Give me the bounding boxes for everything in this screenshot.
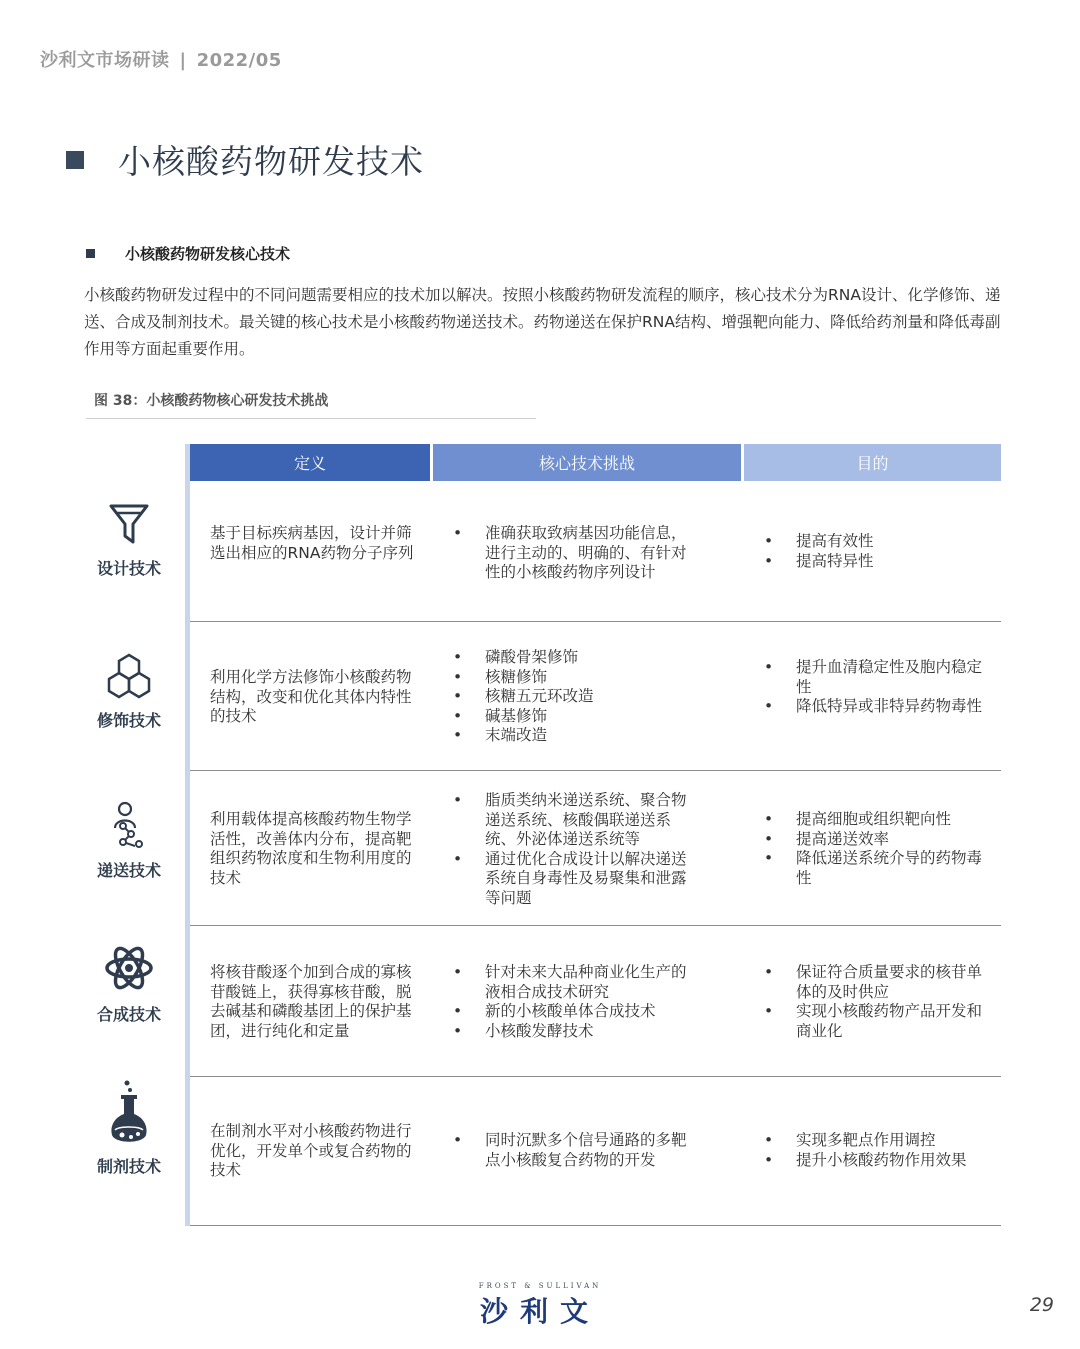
title-square-icon [66, 151, 84, 169]
list-item: • 磷酸骨架修饰 [453, 648, 693, 668]
list-item: • 降低特异或非特异药物毒性 [764, 697, 984, 717]
subtitle-square-icon [86, 249, 95, 258]
challenges-list [453, 1131, 693, 1170]
side-item-modification [84, 652, 174, 731]
definition-cell: 基于目标疾病基因，设计并筛选出相应的RNA药物分子序列 [210, 524, 414, 562]
funnel-icon [107, 500, 151, 548]
footer-logo-chinese: 沙利文 [479, 1295, 600, 1328]
column-header-definition: 定义 [190, 444, 430, 481]
list-item: • 碱基修饰 [453, 707, 693, 727]
running-header [40, 46, 282, 72]
goals-list [764, 1131, 984, 1170]
table-row-delivery [190, 771, 1001, 926]
page-title: 小核酸药物研发技术 [118, 142, 424, 181]
list-item: • 脂质类纳米递送系统、聚合物递送系统、核酸偶联递送系统、外泌体递送系统等 [453, 791, 693, 850]
list-item: • 提高有效性 [764, 532, 984, 552]
list-item: • 提升小核酸药物作用效果 [764, 1151, 984, 1171]
goals-list [764, 963, 984, 1041]
goals-list [764, 658, 984, 717]
side-label: 合成技术 [96, 1005, 161, 1024]
header-separator: | [179, 50, 187, 71]
challenges-list [453, 648, 693, 746]
table-row-formulation [190, 1077, 1001, 1226]
list-item: • 针对未来大品种商业化生产的液相合成技术研究 [453, 963, 693, 1002]
table-row-synthesis [190, 926, 1001, 1077]
list-item: • 保证符合质量要求的核苷单体的及时供应 [764, 963, 984, 1002]
side-label: 递送技术 [96, 861, 161, 880]
header-date: 2022/05 [196, 50, 282, 71]
definition-cell: 将核苷酸逐个加到合成的寡核苷酸链上，获得寡核苷酸，脱去碱基和磷酸基团上的保护基团，进行纯化和定量 [210, 963, 412, 1040]
delivery-icon [109, 800, 149, 850]
section-title-block [66, 136, 424, 183]
caption-divider [86, 418, 536, 419]
list-item: • 新的小核酸单体合成技术 [453, 1002, 693, 1022]
list-item: • 同时沉默多个信号通路的多靶点小核酸复合药物的开发 [453, 1131, 693, 1170]
list-item: • 提高细胞或组织靶向性 [764, 810, 984, 830]
subsection-title: 小核酸药物研发核心技术 [125, 245, 291, 263]
side-label: 修饰技术 [96, 711, 161, 730]
list-item: • 小核酸发酵技术 [453, 1022, 693, 1042]
definition-cell: 利用化学方法修饰小核酸药物结构，改变和优化其体内特性的技术 [210, 668, 412, 725]
list-item: • 实现多靶点作用调控 [764, 1131, 984, 1151]
list-item: • 降低递送系统介导的药物毒性 [764, 849, 984, 888]
list-item: • 提升血清稳定性及胞内稳定性 [764, 658, 984, 697]
table-row-modification [190, 622, 1001, 771]
list-item: • 提高递送效率 [764, 830, 984, 850]
list-item: • 通过优化合成设计以解决递送系统自身毒性及易聚集和泄露等问题 [453, 850, 693, 909]
flask-icon [107, 1080, 151, 1146]
list-item: • 核糖五元环改造 [453, 687, 693, 707]
goals-list [764, 810, 984, 888]
footer-logo [0, 1282, 1080, 1330]
side-label: 设计技术 [96, 559, 161, 578]
side-label: 制剂技术 [96, 1157, 161, 1176]
list-item: • 核糖修饰 [453, 668, 693, 688]
challenges-list [453, 791, 693, 908]
side-item-formulation [84, 1080, 174, 1177]
challenges-list [453, 524, 693, 583]
subsection-title-block [86, 243, 290, 264]
figure-caption: 图 38：小核酸药物核心研发技术挑战 [94, 393, 329, 409]
list-item: • 实现小核酸药物产品开发和商业化 [764, 1002, 984, 1041]
column-header-challenges: 核心技术挑战 [433, 444, 741, 481]
header-brand: 沙利文市场研读 [40, 50, 170, 71]
list-item: • 末端改造 [453, 726, 693, 746]
definition-cell: 利用载体提高核酸药物生物学活性，改善体内分布，提高靶组织药物浓度和生物利用度的技术 [210, 810, 412, 887]
challenges-list [453, 963, 693, 1041]
footer-logo-english: FROST & SULLIVAN [478, 1282, 602, 1290]
table-row-design [190, 481, 1001, 622]
molecule-icon [106, 652, 152, 700]
page-number: 29 [1029, 1294, 1054, 1316]
intro-paragraph: 小核酸药物研发过程中的不同问题需要相应的技术加以解决。按照小核酸药物研发流程的顺序，核心技术分为RNA设计、化学修饰、递送、合成及制剂技术。最关键的核心技术是小核酸药物递送技术。药物递送在保护RNA结构、增强靶向能力、降低给药剂量和降低毒副作用等方面起重要作用。 [84, 286, 1001, 358]
atom-icon [104, 942, 154, 994]
list-item: • 提高特异性 [764, 552, 984, 572]
column-header-goals: 目的 [744, 444, 1001, 481]
side-item-design [84, 500, 174, 579]
goals-list [764, 532, 984, 571]
side-item-delivery [84, 800, 174, 881]
definition-cell: 在制剂水平对小核酸药物进行优化，开发单个或复合药物的技术 [210, 1122, 412, 1179]
list-item: • 准确获取致病基因功能信息，进行主动的、明确的、有针对性的小核酸药物序列设计 [453, 524, 693, 583]
side-item-synthesis [84, 942, 174, 1025]
